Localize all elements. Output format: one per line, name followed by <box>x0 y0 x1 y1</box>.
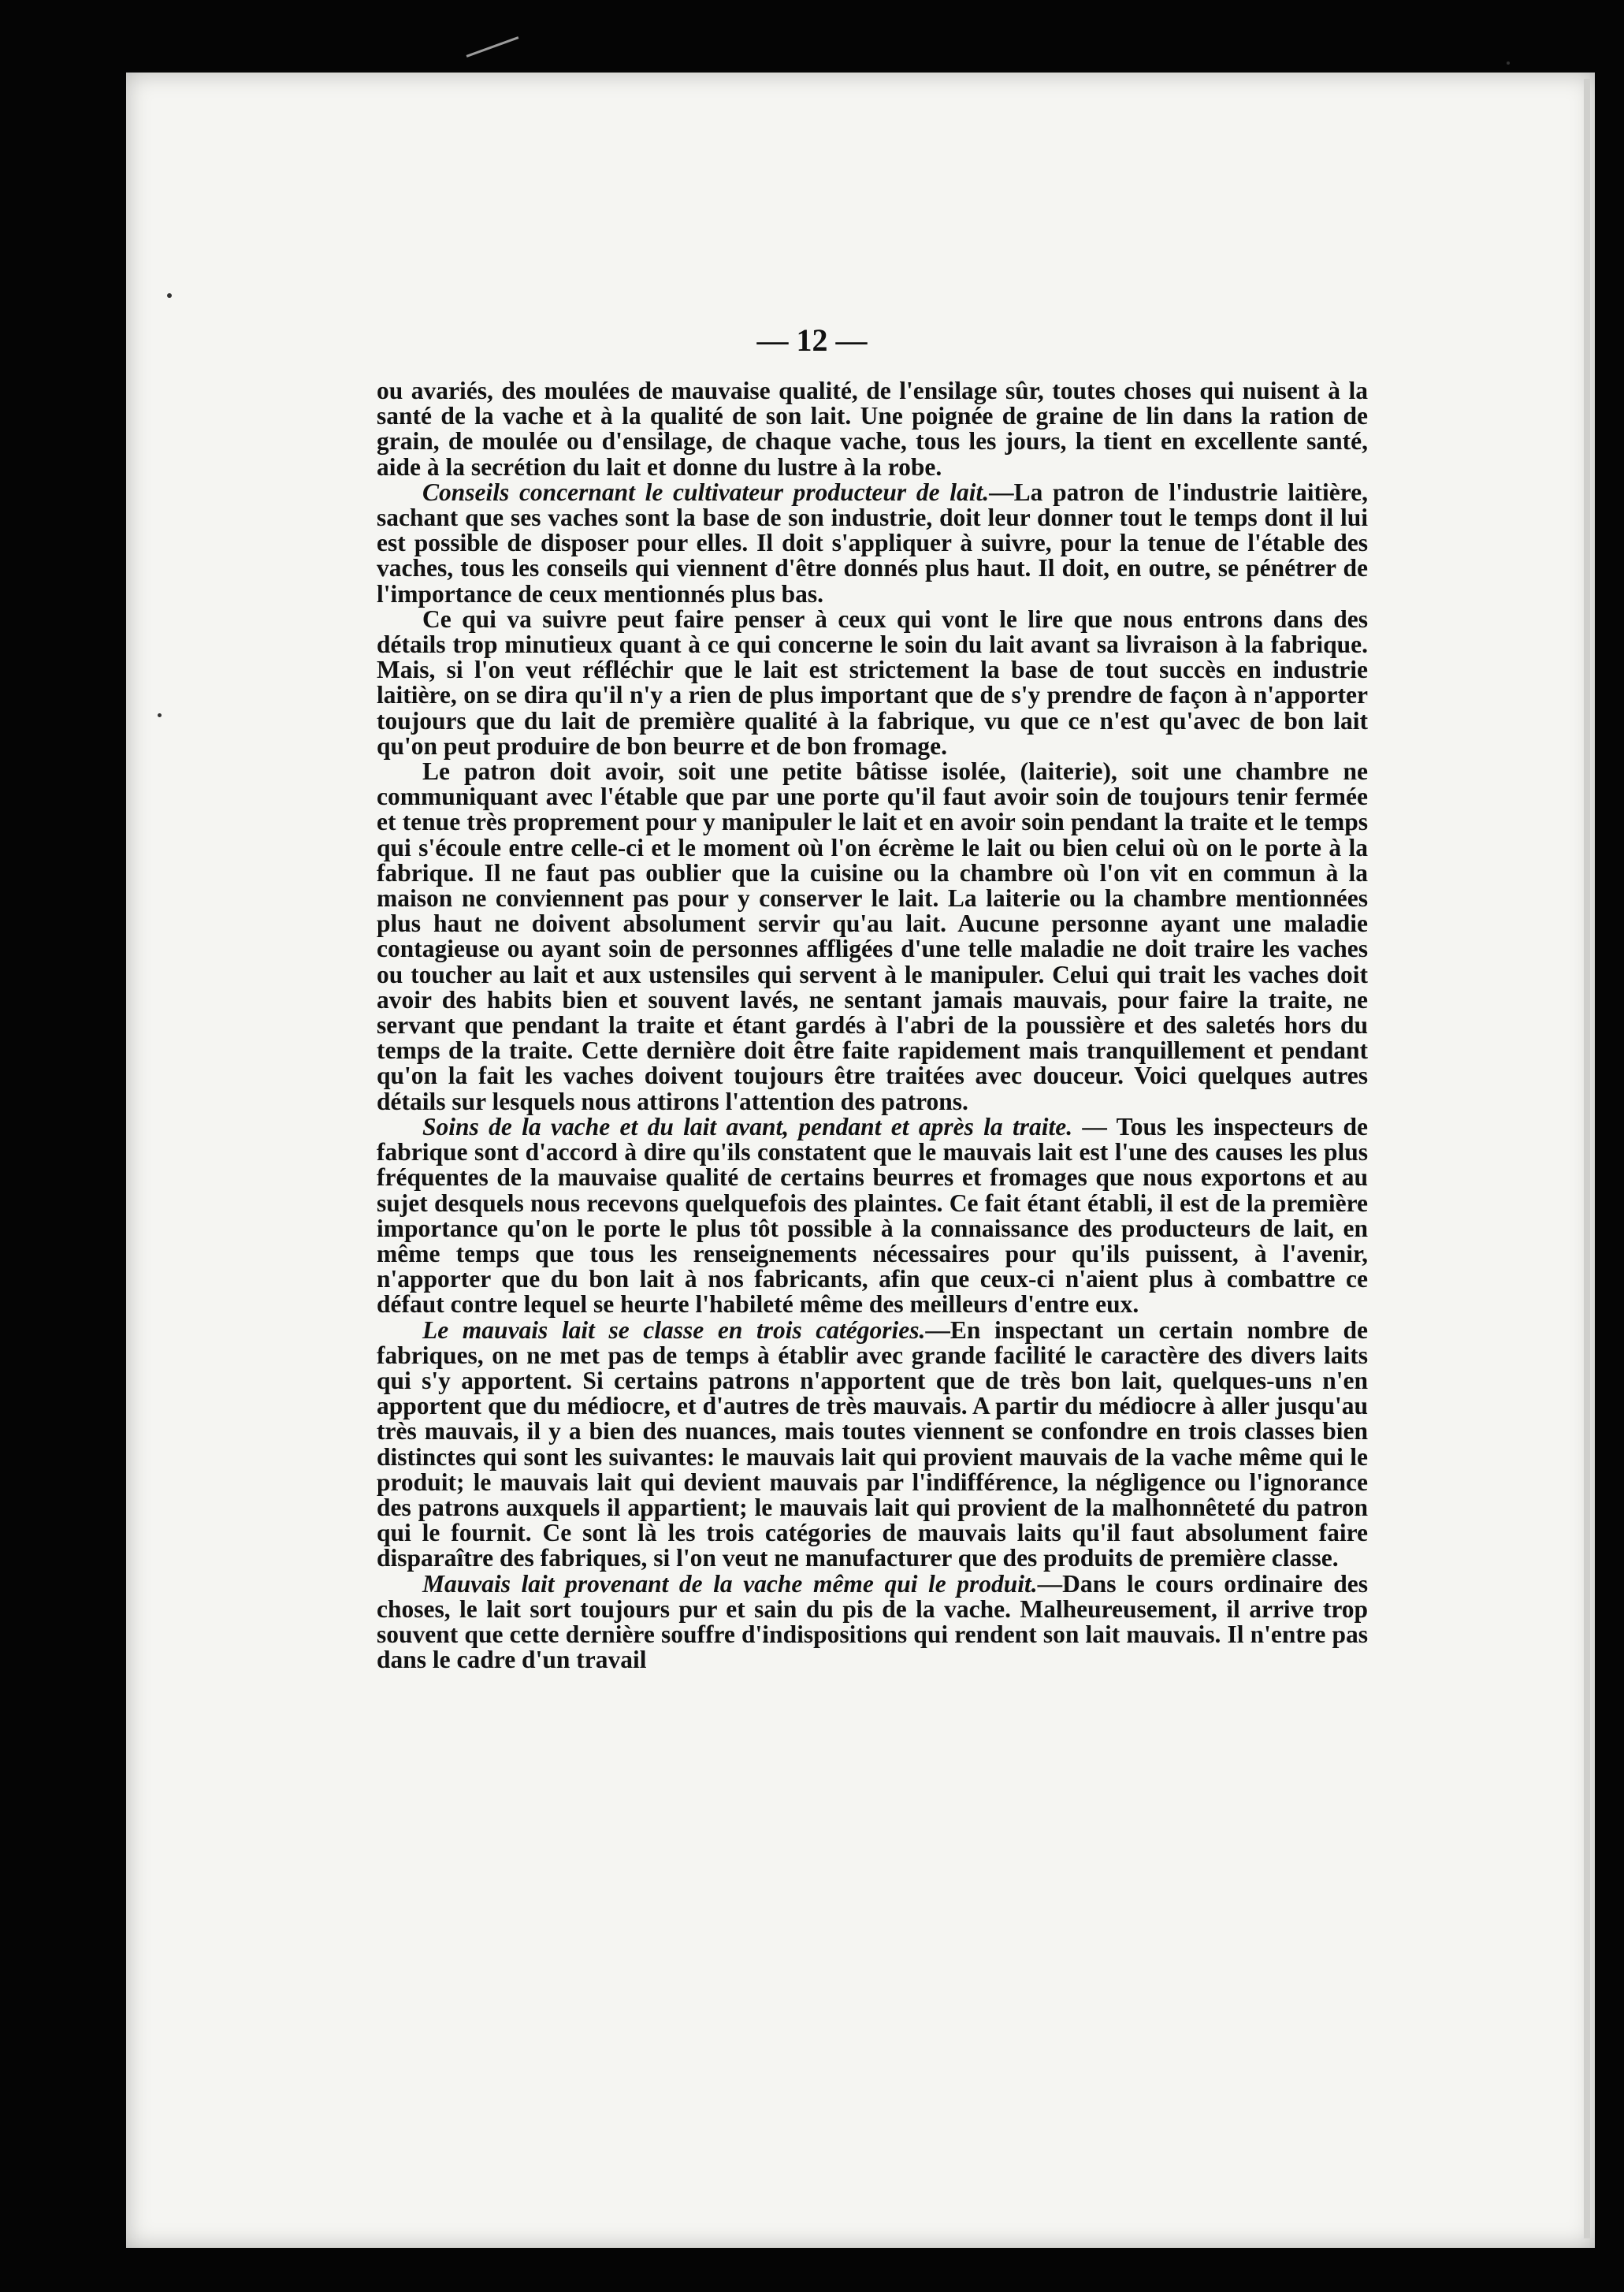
paragraph-text: —Dans le cours ordinaire des choses, le lait sort toujours pur et sain du pis de la vache. Malheureusement, il arrive trop souvent que cette dernière souffre d'indispositions qui rendent son lait mauvais. Il n'entre pas dans le cadre d'un travail <box>377 1569 1368 1674</box>
paragraph-text: ou avariés, des moulées de mauvaise qualité, de l'ensilage sûr, toutes choses qui nuisent à la santé de la vache et à la qualité de son lait. Une poignée de graine de lin dans la ration de grain, de moulée ou d'ensilage, de chaque vache, tous les jours, la tient en excellente santé, aide à la secrétion du lait et donne du lustre à la robe. <box>377 377 1368 481</box>
paragraph-text: Le patron doit avoir, soit une petite bâtisse isolée, (laiterie), soit une chambre ne communiquant avec l'étable que par une porte qu'il faut avoir soin de toujours tenir fermée et tenue très proprement pour y manipuler le lait et en avoir soin pendant la traite et le temps qui s'écoule entre celle-ci et le moment où l'on écrème le lait ou bien celui où on le porte à la fabrique. Il ne faut pas oublier que la cuisine ou la chambre où l'on vit en commun à la maison ne conviennent pas pour y conserver le lait. La laiterie ou la chambre mentionnées plus haut ne doivent absolument servir qu'au lait. Aucune personne ayant une maladie contagieuse ou ayant soin de personnes affligées d'une telle maladie ne doit traire les vaches ou toucher au lait et aux ustensiles qui servent à le manipuler. Celui qui trait les vaches doit avoir des habits bien et souvent lavés, ne sentant jamais mauvais, pour faire la traite, ne servant que pendant la traite et étant gardés à l'abri de la poussière et des saletés hors du temps de la traite. Cette dernière doit être faite rapidement mais tranquillement et pendant qu'on la fait les vaches doivent toujours être traitées avec douceur. Voici quelques autres détails sur lesquels nous attirons l'attention des patrons. <box>377 757 1368 1115</box>
paragraph <box>377 378 1368 480</box>
body-text <box>377 378 1368 1672</box>
scan-scratch <box>466 36 519 58</box>
paragraph <box>377 1114 1368 1318</box>
scan-speck <box>158 713 162 717</box>
paragraph-text: —En inspectant un certain nombre de fabriques, on ne met pas de temps à établir avec grande facilité le caractère des divers laits qui s'y apportent. Si certains patrons n'apportent que de très bon lait, quelques-uns n'en apportent que du médiocre, et d'autres de très mauvais. A partir du médiocre à aller jusqu'au très mauvais, il y a bien des nuances, mais toutes viennent se confondre en trois classes bien distinctes qui sont les suivantes: le mauvais lait qui provient mauvais de la vache même qui le produit; le mauvais lait qui devient mauvais par l'indifférence, la négligence ou l'ignorance des patrons auxquels il appartient; le mauvais lait qui provient de la malhonnêteté du patron qui le fournit. Ce sont là les trois catégories de mauvais laits qu'il faut absolument faire disparaître des fabriques, si l'on veut ne manufacturer que des produits de première classe. <box>377 1315 1368 1572</box>
paragraph <box>377 759 1368 1114</box>
paragraph-heading: Conseils concernant le cultivateur producteur de lait. <box>422 478 990 506</box>
paragraph <box>377 607 1368 759</box>
paragraph-heading: Le mauvais lait se classe en trois catégories. <box>422 1315 926 1344</box>
paragraph-text: Ce qui va suivre peut faire penser à ceux qui vont le lire que nous entrons dans des détails trop minutieux quant à ce qui concerne le soin du lait avant sa livraison à la fabrique. Mais, si l'on veut réfléchir que le lait est strictement la base de tout succès en industrie laitière, on se dira qu'il n'y a rien de plus important que de s'y prendre de façon à n'apporter toujours que du lait de première qualité à la fabrique, vu que ce n'est qu'avec de bon lait qu'on peut produire de bon beurre et de bon fromage. <box>377 605 1368 760</box>
paragraph-text: — Tous les inspecteurs de fabrique sont d'accord à dire qu'ils constatent que le mauvais lait est l'une des causes les plus fréquentes de la mauvaise qualité de certains beurres et fromages que nous exportons et au sujet desquels nous recevons quelquefois des plaintes. Ce fait étant établi, il est de la première importance qu'on le porte le plus tôt possible à la connaissance des producteurs de lait, en même temps que tous les renseignements nécessaires pour qu'ils puissent, à l'avenir, n'apporter que du bon lait à nos fabricants, afin que ceux-ci n'aient plus à combattre ce défaut contre lequel se heurte l'habileté même des meilleurs d'entre eux. <box>377 1112 1369 1319</box>
paragraph-heading: Mauvais lait provenant de la vache même qui le produit. <box>422 1569 1038 1598</box>
page-number: — 12 — <box>756 322 868 358</box>
paragraph <box>377 1569 1368 1674</box>
page-edge <box>1584 79 1590 2238</box>
paragraph-heading: Soins de la vache et du lait avant, pendant et après la traite. <box>422 1112 1073 1140</box>
scan-speck <box>1507 61 1510 65</box>
paragraph <box>377 480 1368 607</box>
scan-speck <box>167 293 172 298</box>
paragraph-text: —La patron de l'industrie laitière, sachant que ses vaches sont la base de son industrie, doit leur donner tout le temps dont il lui est possible de disposer pour elles. Il doit s'appliquer à suivre, pour la tenue de l'étable des vaches, tous les conseils qui viennent d'être donnés plus haut. Il doit, en outre, se pénétrer de l'importance de ceux mentionnés plus bas. <box>377 478 1369 608</box>
paragraph <box>377 1315 1368 1572</box>
